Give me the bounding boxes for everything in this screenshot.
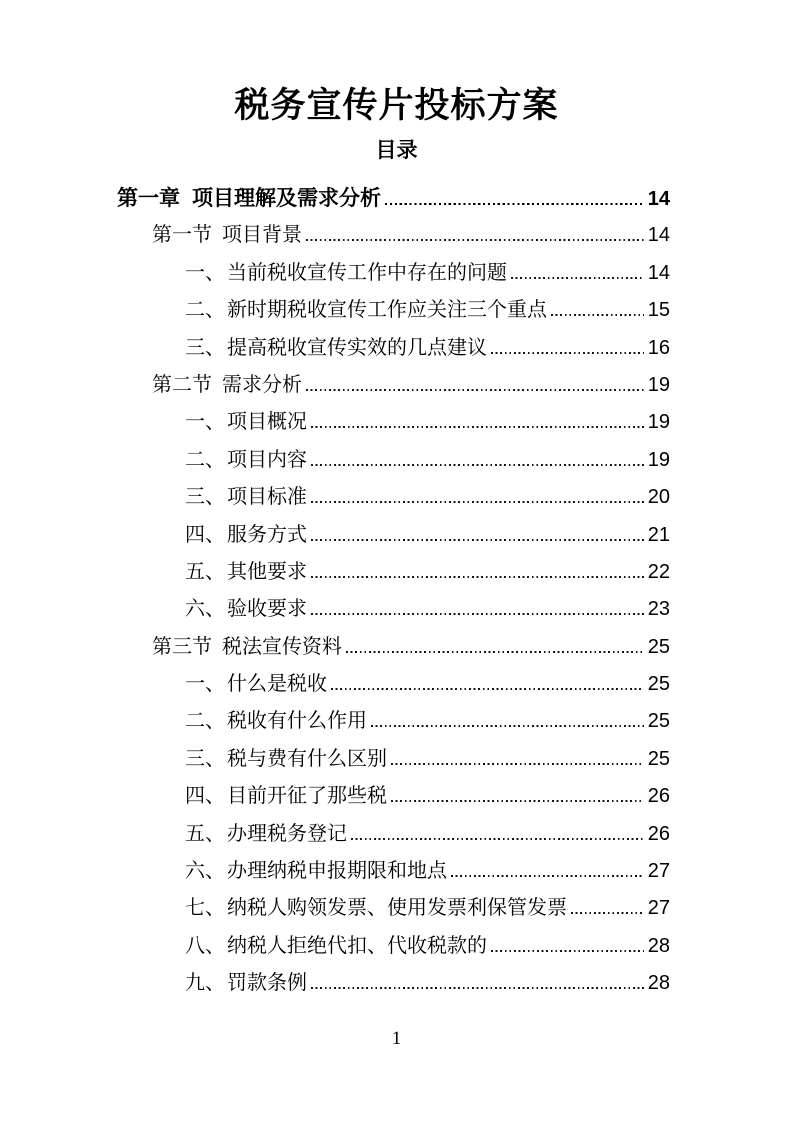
toc-entry-page-number: 25 bbox=[647, 635, 670, 658]
toc-entry-title: 目前开征了那些税 bbox=[227, 785, 387, 808]
toc-entry-number: 第二节 bbox=[152, 373, 212, 396]
toc-entry-title: 办理纳税申报期限和地点 bbox=[227, 860, 447, 883]
toc-dot-leader bbox=[311, 464, 644, 466]
toc-dot-leader bbox=[311, 501, 644, 503]
toc-entry-number: 五、 bbox=[185, 822, 225, 845]
toc-entry-title: 项目标准 bbox=[227, 486, 307, 509]
toc-entry bbox=[117, 699, 670, 736]
toc-entry-title: 项目内容 bbox=[227, 448, 307, 471]
toc-entry-title: 项目理解及需求分析 bbox=[192, 186, 381, 210]
toc-entry bbox=[117, 587, 670, 624]
toc-dot-leader bbox=[391, 800, 644, 802]
toc-entry-page-number: 14 bbox=[647, 188, 670, 210]
toc-entry-page-number: 26 bbox=[647, 822, 670, 845]
toc-dot-leader bbox=[511, 277, 644, 279]
toc-entry bbox=[117, 961, 670, 998]
toc-entry-title: 纳税人拒绝代扣、代收税款的 bbox=[227, 934, 487, 957]
toc-entry bbox=[117, 737, 670, 774]
toc-entry-page-number: 27 bbox=[647, 897, 670, 920]
toc-entry-number: 一、 bbox=[185, 411, 225, 434]
toc-entry-page-number: 19 bbox=[647, 373, 670, 396]
toc-entry-page-number: 14 bbox=[647, 261, 670, 284]
toc-entry bbox=[117, 812, 670, 849]
toc-entry-title: 服务方式 bbox=[227, 523, 307, 546]
toc-entry-page-number: 25 bbox=[647, 710, 670, 733]
toc-entry-number: 六、 bbox=[185, 860, 225, 883]
document-title: 税务宣传片投标方案 bbox=[234, 86, 559, 125]
toc-entry bbox=[117, 438, 670, 475]
toc-entry-number: 第一章 bbox=[117, 186, 180, 210]
toc-entry-number: 四、 bbox=[185, 785, 225, 808]
toc-entry bbox=[117, 251, 670, 288]
toc-entry-title: 办理税务登记 bbox=[227, 822, 347, 845]
toc-entry-title: 罚款条例 bbox=[227, 972, 307, 995]
toc-entry-page-number: 28 bbox=[647, 972, 670, 995]
toc-dot-leader bbox=[491, 950, 644, 952]
toc-entry-page-number: 25 bbox=[647, 673, 670, 696]
toc-entry-number: 一、 bbox=[185, 261, 225, 284]
toc-entry-page-number: 22 bbox=[647, 560, 670, 583]
toc-entry bbox=[117, 363, 670, 400]
toc-entry bbox=[117, 849, 670, 886]
toc-entry-page-number: 19 bbox=[647, 448, 670, 471]
toc-entry-page-number: 21 bbox=[647, 523, 670, 546]
toc-entry-page-number: 23 bbox=[647, 598, 670, 621]
toc-entry bbox=[117, 625, 670, 662]
toc-entry-number: 七、 bbox=[185, 897, 225, 920]
toc-entry-page-number: 16 bbox=[647, 336, 670, 359]
toc-entry bbox=[117, 213, 670, 250]
toc-entry bbox=[117, 550, 670, 587]
toc-entry bbox=[117, 774, 670, 811]
toc-entry-number: 二、 bbox=[185, 448, 225, 471]
toc-entry-page-number: 25 bbox=[647, 747, 670, 770]
toc-entry bbox=[117, 288, 670, 325]
toc-entry bbox=[117, 400, 670, 437]
toc-dot-leader bbox=[451, 875, 644, 877]
toc-entry-title: 其他要求 bbox=[227, 560, 307, 583]
toc-entry-number: 九、 bbox=[185, 972, 225, 995]
toc-entry-page-number: 27 bbox=[647, 860, 670, 883]
toc-dot-leader bbox=[346, 651, 644, 653]
toc-dot-leader bbox=[551, 314, 644, 316]
toc-dot-leader bbox=[311, 576, 644, 578]
toc-entry-number: 二、 bbox=[185, 299, 225, 322]
toc-entry bbox=[117, 176, 670, 213]
page-number-footer: 1 bbox=[391, 1027, 402, 1049]
toc-entry-page-number: 26 bbox=[647, 785, 670, 808]
toc-entry-title: 什么是税收 bbox=[227, 673, 327, 696]
toc-entry-page-number: 15 bbox=[647, 299, 670, 322]
toc-entry-page-number: 28 bbox=[647, 934, 670, 957]
toc-entry-title: 新时期税收宣传工作应关注三个重点 bbox=[227, 299, 547, 322]
toc-entry-page-number: 20 bbox=[647, 486, 670, 509]
toc-dot-leader bbox=[311, 426, 644, 428]
table-of-contents bbox=[117, 176, 670, 999]
toc-dot-leader bbox=[311, 539, 644, 541]
toc-dot-leader bbox=[491, 352, 644, 354]
toc-dot-leader bbox=[371, 725, 644, 727]
toc-entry-number: 六、 bbox=[185, 598, 225, 621]
toc-entry-title: 税与费有什么区别 bbox=[227, 747, 387, 770]
toc-dot-leader bbox=[306, 389, 644, 391]
toc-entry-page-number: 19 bbox=[647, 411, 670, 434]
toc-entry-title: 项目背景 bbox=[222, 224, 302, 247]
toc-entry bbox=[117, 475, 670, 512]
toc-entry-number: 三、 bbox=[185, 336, 225, 359]
toc-entry-title: 税收有什么作用 bbox=[227, 710, 367, 733]
toc-entry-title: 验收要求 bbox=[227, 598, 307, 621]
toc-entry bbox=[117, 513, 670, 550]
toc-entry-number: 三、 bbox=[185, 747, 225, 770]
toc-entry-number: 四、 bbox=[185, 523, 225, 546]
toc-dot-leader bbox=[571, 912, 644, 914]
toc-entry-title: 纳税人购领发票、使用发票利保管发票 bbox=[227, 897, 567, 920]
toc-entry-number: 二、 bbox=[185, 710, 225, 733]
toc-entry bbox=[117, 662, 670, 699]
toc-entry bbox=[117, 326, 670, 363]
toc-entry-title: 项目概况 bbox=[227, 411, 307, 434]
toc-entry-number: 第一节 bbox=[152, 224, 212, 247]
toc-entry-title: 税法宣传资料 bbox=[222, 635, 342, 658]
toc-entry-title: 提高税收宣传实效的几点建议 bbox=[227, 336, 487, 359]
toc-entry-number: 第三节 bbox=[152, 635, 212, 658]
toc-dot-leader bbox=[331, 688, 644, 690]
toc-entry-number: 一、 bbox=[185, 673, 225, 696]
toc-dot-leader bbox=[351, 838, 644, 840]
toc-dot-leader bbox=[385, 203, 644, 206]
toc-entry-title: 当前税收宣传工作中存在的问题 bbox=[227, 261, 507, 284]
toc-entry bbox=[117, 886, 670, 923]
toc-entry-number: 五、 bbox=[185, 560, 225, 583]
toc-heading: 目录 bbox=[375, 138, 418, 162]
toc-dot-leader bbox=[391, 763, 644, 765]
toc-dot-leader bbox=[311, 987, 644, 989]
toc-dot-leader bbox=[311, 613, 644, 615]
toc-entry bbox=[117, 924, 670, 961]
toc-dot-leader bbox=[306, 239, 644, 241]
toc-entry-number: 八、 bbox=[185, 934, 225, 957]
toc-entry-title: 需求分析 bbox=[222, 373, 302, 396]
toc-entry-page-number: 14 bbox=[647, 224, 670, 247]
toc-entry-number: 三、 bbox=[185, 486, 225, 509]
